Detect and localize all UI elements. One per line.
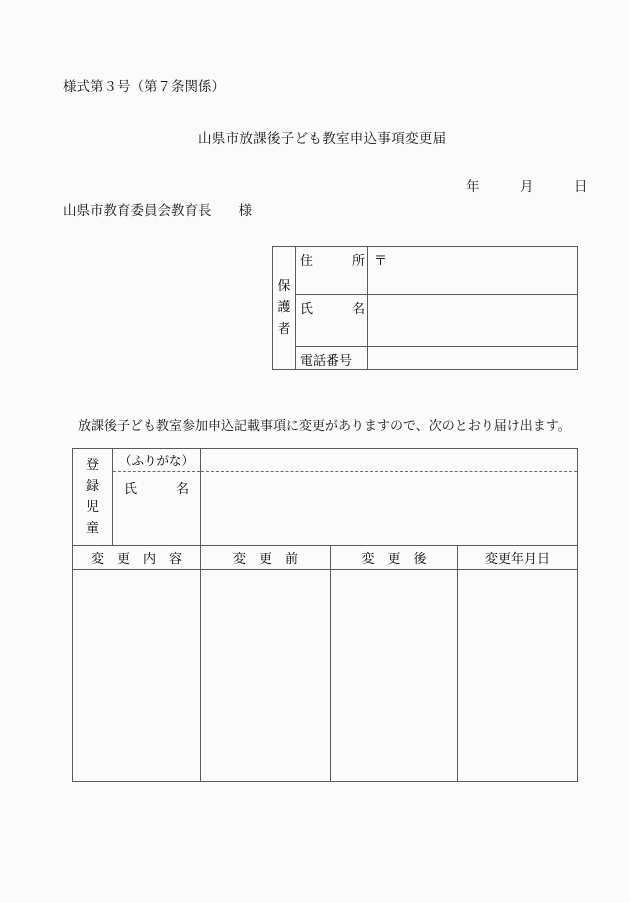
body-sentence: 放課後子ども教室参加申込記載事項に変更がありますので、次のとおり届け出ます。 (78, 419, 571, 434)
guardian-phone-label: 電話番号 (296, 347, 368, 369)
guardian-name-row (296, 295, 577, 347)
guardian-name-field[interactable] (368, 295, 577, 346)
header-change-content: 変 更 内 容 (73, 546, 201, 569)
change-table-body (73, 570, 577, 781)
guardian-label-char-1: 保 (277, 279, 291, 295)
change-table-header-row (73, 546, 577, 570)
addressee: 山県市教育委員会教育長 様 (63, 203, 252, 219)
guardian-address-field[interactable]: 〒 (374, 254, 388, 269)
cell-change-date[interactable] (458, 570, 577, 781)
child-name-field[interactable] (201, 472, 577, 545)
furigana-field[interactable] (201, 449, 577, 472)
child-label-char-2: 録 (85, 478, 99, 494)
document-title: 山県市放課後子ども教室申込事項変更届 (198, 131, 447, 147)
guardian-rows (296, 247, 577, 369)
header-change-before: 変 更 前 (201, 546, 331, 569)
guardian-address-label: 住 所 (296, 247, 368, 294)
furigana-label: （ふりがな） (113, 449, 200, 472)
child-name-label: 氏 名 (123, 482, 189, 497)
date-line: 年 月 日 (466, 179, 588, 195)
guardian-name-label: 氏 名 (296, 295, 368, 346)
guardian-label-char-2: 護 (277, 300, 291, 316)
registered-child-vertical-label (86, 455, 99, 539)
guardian-vertical-label (277, 276, 290, 339)
form-number: 様式第３号（第７条関係） (63, 79, 225, 95)
cell-change-before[interactable] (201, 570, 331, 781)
child-label-char-4: 童 (85, 521, 99, 537)
guardian-label-column (273, 247, 296, 369)
child-label-char-1: 登 (85, 457, 99, 473)
cell-change-after[interactable] (331, 570, 458, 781)
header-change-after: 変 更 後 (331, 546, 458, 569)
registered-child-block (73, 449, 577, 546)
guardian-address-row (296, 247, 577, 295)
header-change-date: 変更年月日 (484, 552, 550, 567)
guardian-phone-field[interactable] (368, 347, 577, 369)
child-label-char-3: 児 (85, 500, 99, 515)
registered-child-value-column (201, 449, 577, 545)
guardian-table (272, 246, 578, 370)
registered-child-label-column (73, 449, 113, 545)
guardian-phone-row (296, 347, 577, 369)
registered-child-key-column (113, 449, 201, 545)
change-notification-table (72, 448, 578, 782)
cell-change-content[interactable] (73, 570, 201, 781)
guardian-label-char-3: 者 (277, 321, 291, 337)
